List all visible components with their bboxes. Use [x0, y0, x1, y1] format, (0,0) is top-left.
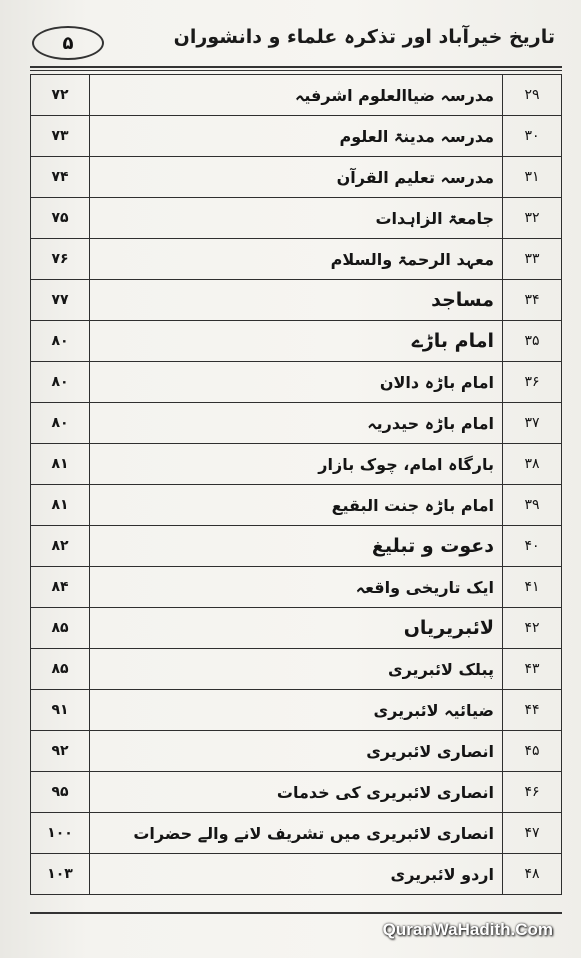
toc-page-number: ۸۵: [31, 608, 90, 649]
toc-serial-number: ۴۶: [503, 772, 562, 813]
toc-row: [31, 403, 562, 444]
toc-entry-title: امام باڑہ دالان: [90, 362, 503, 403]
toc-page-number: ۸۰: [31, 362, 90, 403]
toc-entry-title: امام باڑے: [90, 321, 503, 362]
toc-serial-number: ۴۱: [503, 567, 562, 608]
toc-row: [31, 731, 562, 772]
watermark: QuranWaHadith.Com: [382, 920, 553, 939]
toc-entry-title: ضیائیہ لائبریری: [90, 690, 503, 731]
book-title: تاریخ خیرآباد اور تذکرہ علماء و دانشوران: [173, 26, 555, 48]
toc-page-number: ۸۵: [31, 649, 90, 690]
toc-row: [31, 813, 562, 854]
toc-page-number: ۷۴: [31, 157, 90, 198]
toc-entry-title: مدرسہ ضیاالعلوم اشرفیہ: [90, 75, 503, 116]
header-rule-thin: [30, 70, 562, 71]
toc-serial-number: ۳۹: [503, 485, 562, 526]
toc-page-number: ۸۲: [31, 526, 90, 567]
toc-entry-title: مدرسہ مدینۃ العلوم: [90, 116, 503, 157]
toc-serial-number: ۴۰: [503, 526, 562, 567]
header-rule: [30, 66, 562, 68]
toc-row: [31, 157, 562, 198]
toc-page-number: ۹۱: [31, 690, 90, 731]
toc-serial-number: ۴۴: [503, 690, 562, 731]
toc-entry-title: انصاری لائبریری: [90, 731, 503, 772]
toc-page-number: ۸۴: [31, 567, 90, 608]
toc-entry-title: امام باڑہ حیدریہ: [90, 403, 503, 444]
toc-serial-number: ۳۲: [503, 198, 562, 239]
toc-page-number: ۷۳: [31, 116, 90, 157]
toc-serial-number: ۲۹: [503, 75, 562, 116]
toc-row: [31, 116, 562, 157]
toc-page-number: ۱۰۳: [31, 854, 90, 895]
toc-row: [31, 608, 562, 649]
toc-entry-title: ایک تاریخی واقعہ: [90, 567, 503, 608]
toc-row: [31, 649, 562, 690]
toc-serial-number: ۳۱: [503, 157, 562, 198]
toc-serial-number: ۳۴: [503, 280, 562, 321]
toc-row: [31, 485, 562, 526]
toc-serial-number: ۳۳: [503, 239, 562, 280]
toc-entry-title: معہد الرحمۃ والسلام: [90, 239, 503, 280]
toc-row: [31, 321, 562, 362]
toc-page-number: ۷۵: [31, 198, 90, 239]
toc-entry-title: مساجد: [90, 280, 503, 321]
toc-serial-number: ۳۰: [503, 116, 562, 157]
toc-row: [31, 198, 562, 239]
toc-entry-title: جامعۃ الزاہدات: [90, 198, 503, 239]
toc-serial-number: ۳۵: [503, 321, 562, 362]
page-number: ۵: [32, 26, 104, 60]
toc-page-number: ۹۵: [31, 772, 90, 813]
toc-row: [31, 567, 562, 608]
toc-row: [31, 690, 562, 731]
toc-row: [31, 854, 562, 895]
toc-entry-title: انصاری لائبریری میں تشریف لانے والے حضرات: [90, 813, 503, 854]
toc-row: [31, 75, 562, 116]
toc-serial-number: ۴۷: [503, 813, 562, 854]
toc-page-number: ۱۰۰: [31, 813, 90, 854]
toc-entry-title: بارگاہ امام، چوک بازار: [90, 444, 503, 485]
toc-page-number: ۷۷: [31, 280, 90, 321]
toc-row: [31, 772, 562, 813]
toc-entry-title: اردو لائبریری: [90, 854, 503, 895]
table-of-contents: [30, 74, 562, 895]
toc-page-number: ۹۲: [31, 731, 90, 772]
toc-serial-number: ۳۶: [503, 362, 562, 403]
toc-page-number: ۸۱: [31, 444, 90, 485]
toc-entry-title: دعوت و تبلیغ: [90, 526, 503, 567]
toc-entry-title: لائبریریاں: [90, 608, 503, 649]
toc-entry-title: مدرسہ تعلیم القرآن: [90, 157, 503, 198]
toc-row: [31, 526, 562, 567]
toc-row: [31, 362, 562, 403]
toc-page-number: ۸۰: [31, 403, 90, 444]
toc-page-number: ۸۰: [31, 321, 90, 362]
toc-page-number: ۸۱: [31, 485, 90, 526]
toc-serial-number: ۴۸: [503, 854, 562, 895]
toc-row: [31, 239, 562, 280]
toc-page-number: ۷۶: [31, 239, 90, 280]
toc-serial-number: ۴۳: [503, 649, 562, 690]
toc-entry-title: امام باڑہ جنت البقیع: [90, 485, 503, 526]
toc-entry-title: انصاری لائبریری کی خدمات: [90, 772, 503, 813]
toc-entry-title: پبلک لائبریری: [90, 649, 503, 690]
footer-rule: [30, 912, 562, 914]
toc-serial-number: ۳۷: [503, 403, 562, 444]
toc-serial-number: ۴۲: [503, 608, 562, 649]
toc-row: [31, 444, 562, 485]
toc-serial-number: ۳۸: [503, 444, 562, 485]
toc-serial-number: ۴۵: [503, 731, 562, 772]
toc-page-number: ۷۲: [31, 75, 90, 116]
page-header: [22, 20, 559, 64]
toc-row: [31, 280, 562, 321]
